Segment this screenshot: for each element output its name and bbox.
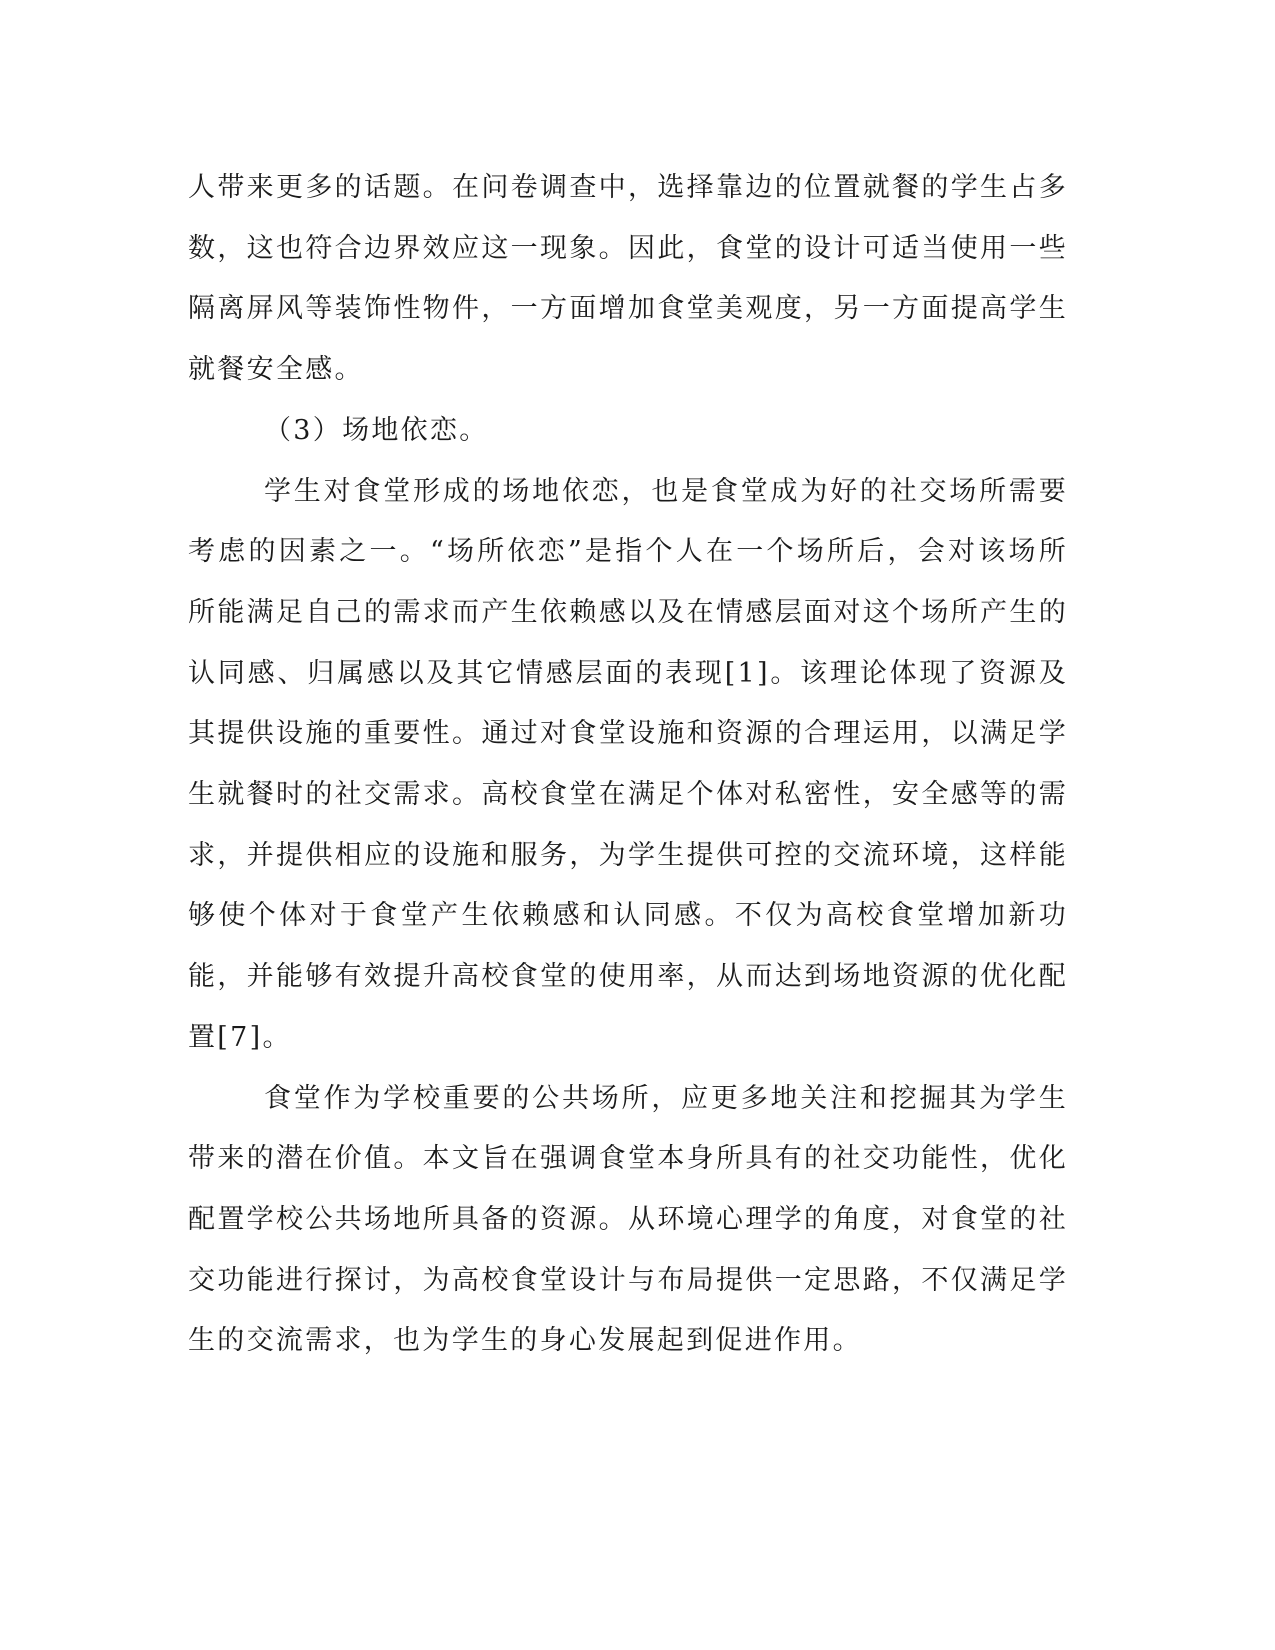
paragraph-place-attachment: 学生对食堂形成的场地依恋，也是食堂成为好的社交场所需要考虑的因素之一。“场所依恋”是指个人在一个场所后，会对该场所所能满足自己的需求而产生依赖感以及在情感层面对这个场所产生的认同感、归属感以及其它情感层面的表现[1]。该理论体现了资源及其提供设施的重要性。通过对食堂设施和资源的合理运用，以满足学生就餐时的社交需求。高校食堂在满足个体对私密性，安全感等的需求，并提供相应的设施和服务，为学生提供可控的交流环境，这样能够使个体对于食堂产生依赖感和认同感。不仅为高校食堂增加新功能，并能够有效提升高校食堂的使用率，从而达到场地资源的优化配置[7]。 bbox=[188, 475, 1068, 1053]
body-text bbox=[188, 158, 1068, 1372]
paragraph-conclusion: 食堂作为学校重要的公共场所，应更多地关注和挖掘其为学生带来的潜在价值。本文旨在强调食堂本身所具有的社交功能性，优化配置学校公共场地所具备的资源。从环境心理学的角度，对食堂的社交功能进行探讨，为高校食堂设计与布局提供一定思路，不仅满足学生的交流需求，也为学生的身心发展起到促进作用。 bbox=[188, 1082, 1068, 1357]
paragraph-continuation: 人带来更多的话题。在问卷调查中，选择靠边的位置就餐的学生占多数，这也符合边界效应这一现象。因此，食堂的设计可适当使用一些隔离屏风等装饰性物件，一方面增加食堂美观度，另一方面提高学生就餐安全感。 bbox=[188, 172, 1068, 386]
section-heading: （3）场地依恋。 bbox=[264, 414, 489, 446]
